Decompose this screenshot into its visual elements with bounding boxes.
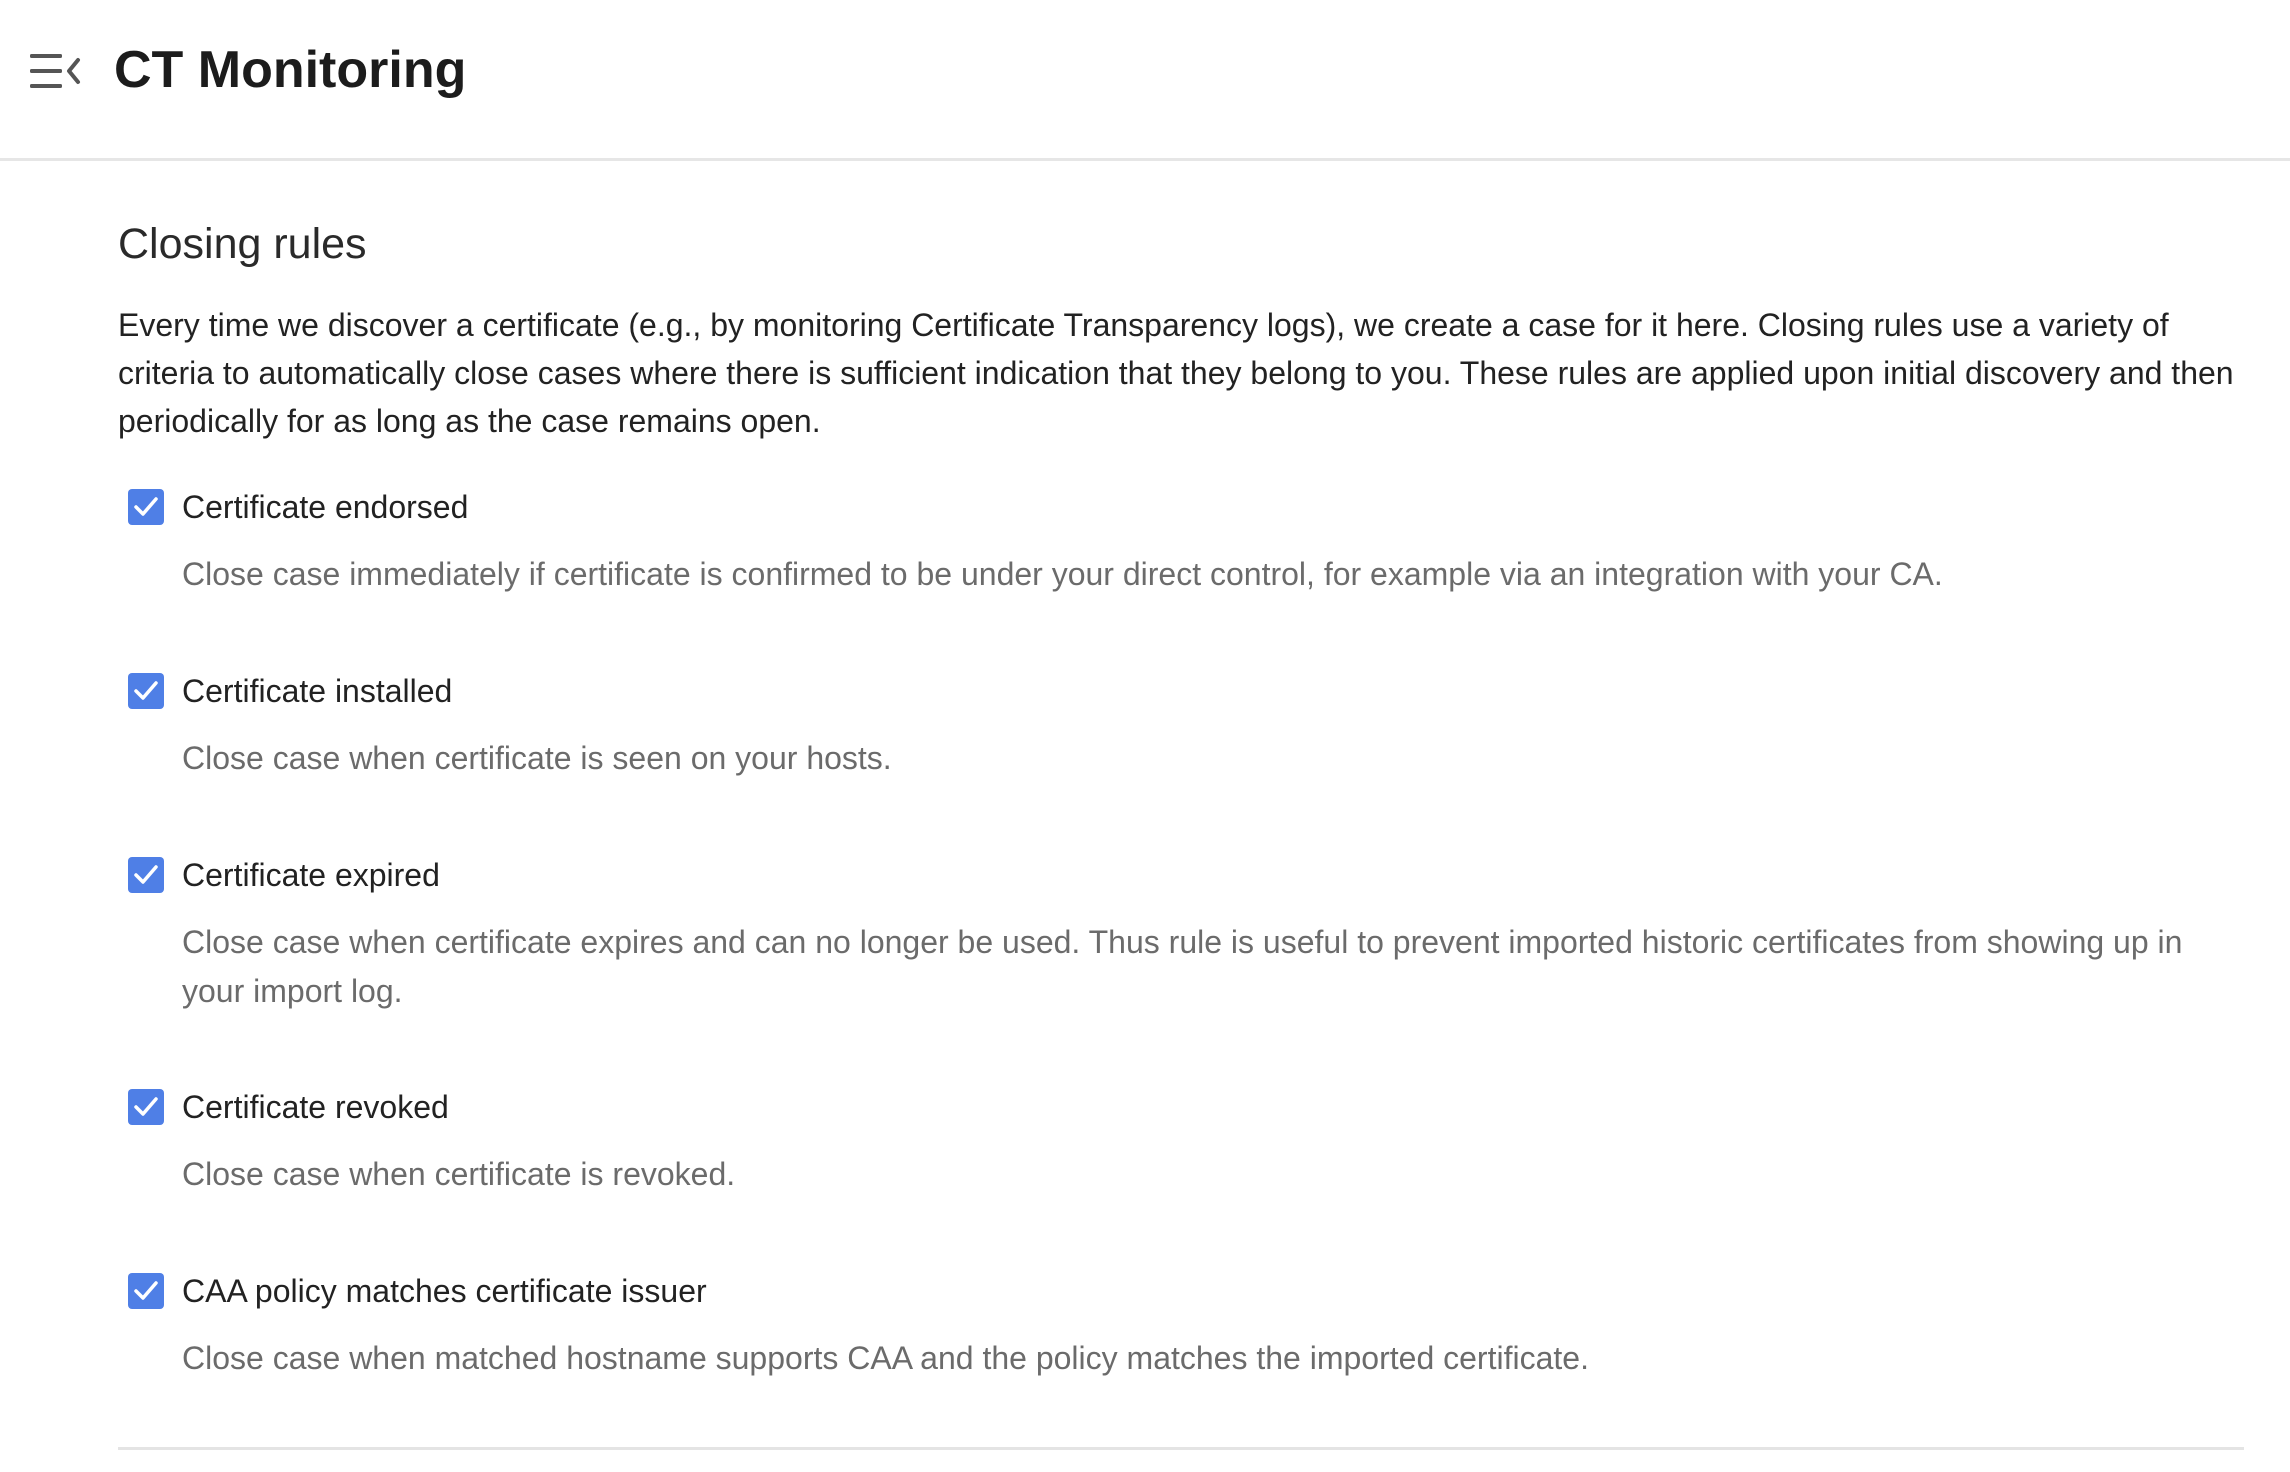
- top-bar: [0, 0, 2290, 161]
- checkmark-icon: [128, 857, 164, 893]
- section-title: Closing rules: [118, 220, 367, 268]
- rule-description: Close case when certificate is revoked.: [182, 1156, 736, 1192]
- rule-label[interactable]: Certificate installed: [182, 673, 453, 709]
- collapse-menu-icon[interactable]: [30, 48, 84, 94]
- rule-description: Close case immediately if certificate is confirmed to be under your direct control, for example via an integration with your CA.: [182, 556, 1943, 592]
- checkbox-certificate-expired[interactable]: [128, 857, 164, 893]
- rule-label[interactable]: Certificate expired: [182, 857, 440, 893]
- checkbox-certificate-installed[interactable]: [128, 673, 164, 709]
- checkbox-certificate-endorsed[interactable]: [128, 489, 164, 525]
- section-description: Every time we discover a certificate (e.g., by monitoring Certificate Transparency logs), we create a case for it here. Closing rules use a variety of criteria to automatically close cases where there is sufficient indication that they belong to you. These rules are applied upon initial discovery and then periodically for as long as the case remains open.: [118, 307, 2234, 439]
- rule-label[interactable]: Certificate revoked: [182, 1089, 449, 1125]
- rule-label[interactable]: Certificate endorsed: [182, 489, 469, 525]
- rule-description: Close case when certificate is seen on your hosts.: [182, 740, 892, 776]
- rule-label[interactable]: CAA policy matches certificate issuer: [182, 1273, 707, 1309]
- page-title: CT Monitoring: [114, 41, 467, 99]
- checkmark-icon: [128, 1089, 164, 1125]
- checkmark-icon: [128, 673, 164, 709]
- checkbox-caa-policy[interactable]: [128, 1273, 164, 1309]
- rule-description: Close case when matched hostname supports CAA and the policy matches the imported certificate.: [182, 1340, 1589, 1376]
- checkbox-certificate-revoked[interactable]: [128, 1089, 164, 1125]
- checkmark-icon: [128, 489, 164, 525]
- section-divider: [118, 1447, 2244, 1450]
- checkmark-icon: [128, 1273, 164, 1309]
- rule-description: Close case when certificate expires and can no longer be used. Thus rule is useful to prevent imported historic certificates from showing up in your import log.: [182, 924, 2183, 1009]
